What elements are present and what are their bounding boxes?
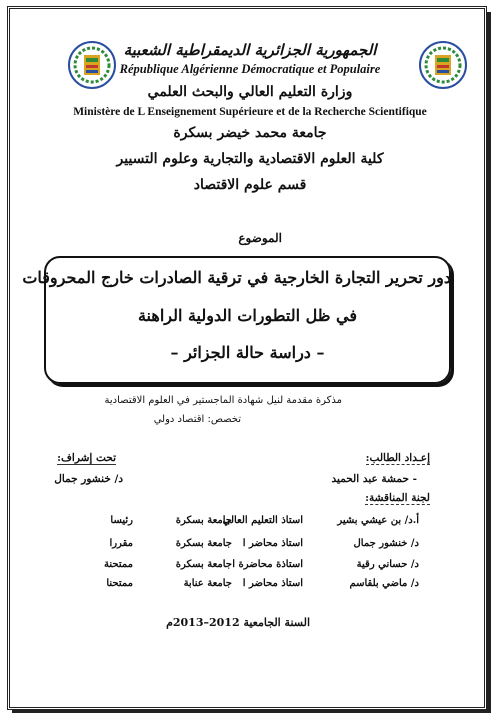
faculty-name: كلية العلوم الاقتصادية والتجارية وعلوم التسيير — [116, 151, 384, 167]
committee-member-university: جامعة بسكرة — [175, 515, 232, 526]
committee-member-name: د/ ماضي بلقاسم — [349, 578, 419, 589]
preparer-label: إعـداد الطالب: — [365, 452, 430, 464]
thesis-title-line3: – دراسة حالة الجزائر – — [170, 343, 325, 362]
memo-description: مذكرة مقدمة لنيل شهادة الماجستير في العلوم الاقتصادية — [104, 395, 342, 406]
committee-member-university: جامعة عنابة — [183, 578, 232, 589]
committee-member-university: جامعة بسكرة — [175, 538, 232, 549]
academic-year: السنة الجامعية 2012–2013م — [166, 616, 310, 629]
committee-member-rank: استاذ التعليم العالي — [222, 515, 303, 526]
thesis-title-line2: في ظل التطورات الدولية الراهنة — [137, 306, 358, 325]
page-border-shadow-bottom — [12, 709, 491, 713]
republic-fr: République Algérienne Démocratique et Populaire — [119, 62, 381, 76]
ministry-ar: وزارة التعليم العالي والبحث العلمي — [147, 84, 353, 100]
committee-label: لجنة المناقشة: — [365, 492, 430, 504]
university-name: جامعة محمد خيضر بسكرة — [173, 125, 327, 141]
committee-member-role: رئيسا — [110, 515, 133, 526]
committee-member-role: ممتحنة — [104, 559, 133, 570]
committee-member-rank: استاذة محاضرة ا — [232, 559, 303, 570]
specialty: تخصص: اقتصاد دولي — [153, 414, 241, 425]
committee-member-name: د/ حساني رقية — [356, 559, 419, 570]
republic-ar: الجمهورية الجزائرية الديمقراطية الشعبية — [123, 41, 377, 59]
committee-member-role: ممتحنا — [106, 578, 133, 589]
supervisor-label: تحت إشراف: — [57, 452, 116, 464]
supervisor-name: د/ خنشور جمال — [54, 473, 123, 485]
committee-member-rank: استاذ محاضر ا — [242, 538, 303, 549]
student-name: - حمشة عبد الحميد — [331, 473, 417, 485]
thesis-title-line1: دور تحرير التجارة الخارجية في ترقية الصادرات خارج المحروقات — [22, 268, 451, 287]
department-name: قسم علوم الاقتصاد — [193, 177, 307, 193]
committee-member-role: مقررا — [109, 538, 133, 549]
topic-label: الموضوع — [238, 231, 282, 245]
committee-member-name: أ.د/ بن عيشي بشير — [337, 515, 419, 526]
committee-member-name: د/ خنشور جمال — [353, 538, 419, 549]
committee-member-university: جامعة بسكرة — [175, 559, 232, 570]
ministry-fr: Ministère de L Enseignement Supérieure et de la Recherche Scientifique — [73, 106, 427, 118]
committee-member-rank: استاذ محاضر ا — [242, 578, 303, 589]
